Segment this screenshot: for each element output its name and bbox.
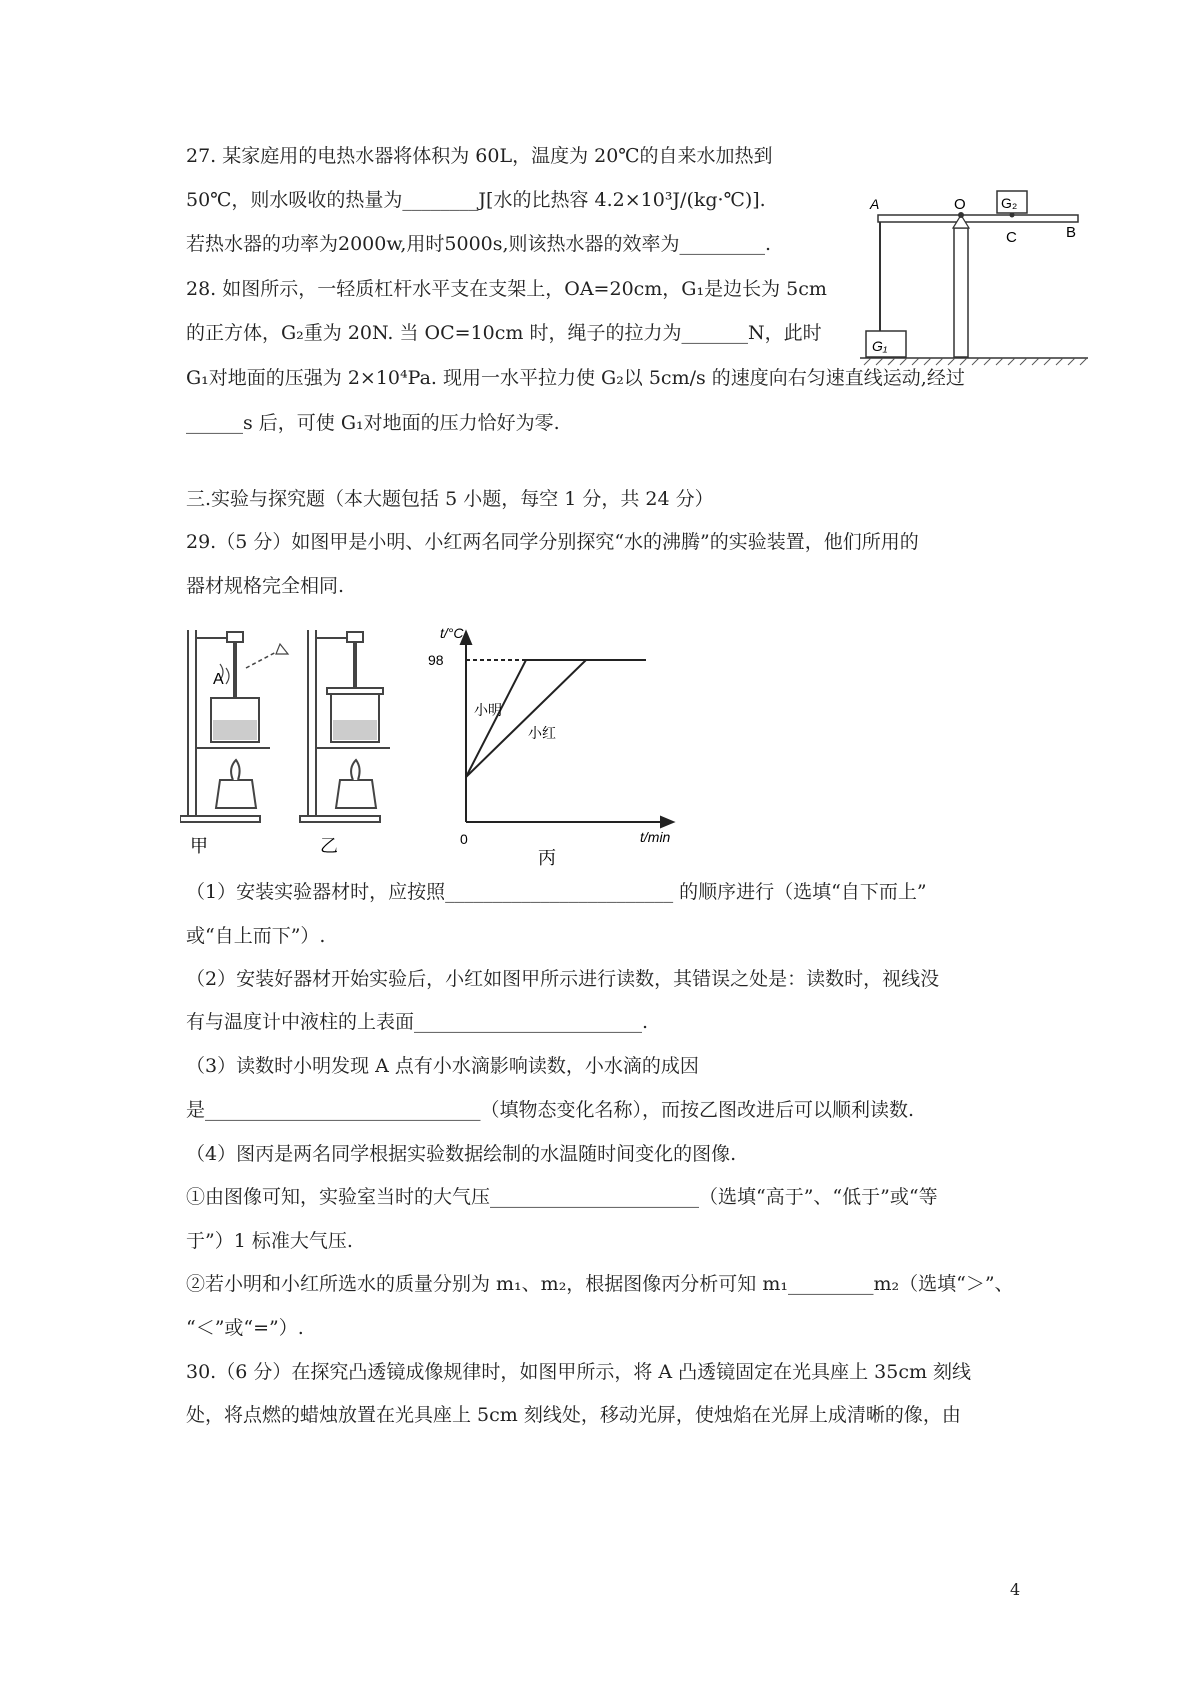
q29-sub1-line-2: 或“自上而下”）.: [186, 925, 326, 947]
q28-line-2: 的正方体，G₂重为 20N. 当 OC=10cm 时，绳子的拉力为_______N，此时: [186, 322, 822, 344]
g1-label: G₁: [872, 338, 888, 354]
label-a: A: [870, 196, 880, 212]
q29-sub2-line-1: （2）安装好器材开始实验后，小红如图甲所示进行读数，其错误之处是：读数时，视线没: [186, 968, 940, 990]
q27-line-2: 50℃，则水吸收的热量为________J[水的比热容 4.2×10³J/(kg·℃)].: [186, 189, 766, 211]
c-dot: [1010, 213, 1015, 218]
q29-sub4a-line-1: ①由图像可知，实验室当时的大气压______________________（选填“高于”、“低于”或“等: [186, 1186, 938, 1208]
q28-line-1: 28. 如图所示，一轻质杠杆水平支在支架上，OA=20cm，G₁是边长为 5cm: [186, 278, 827, 300]
caption-yi: 乙: [320, 836, 338, 856]
g2-label: G₂: [1001, 195, 1018, 211]
apparatus-figures: [180, 620, 420, 870]
q29-sub4b-line-1: ②若小明和小红所选水的质量分别为 m₁、m₂，根据图像丙分析可知 m₁_________m₂（选填“＞”、: [186, 1273, 1014, 1295]
q30-line-1: 30.（6 分）在探究凸透镜成像规律时，如图甲所示，将 A 凸透镜固定在光具座上 35cm 刻线: [186, 1361, 972, 1383]
apparatus-label-a: A: [213, 671, 224, 688]
lever-figure: [860, 185, 1090, 385]
q29-line-1: 29.（5 分）如图甲是小明、小红两名同学分别探究“水的沸腾”的实验装置，他们所用的: [186, 531, 919, 553]
origin-label: 0: [460, 831, 468, 847]
page-number: 4: [1010, 1580, 1021, 1599]
section-3-title: 三.实验与探究题（本大题包括 5 小题，每空 1 分，共 24 分）: [186, 488, 714, 510]
temperature-time-chart: [420, 612, 690, 872]
apparatus-yi: [300, 630, 390, 822]
lever-bar: [878, 215, 1078, 222]
q29-sub4-line-1: （4）图丙是两名同学根据实验数据绘制的水温随时间变化的图像.: [186, 1143, 737, 1165]
x-axis-label: t/min: [640, 829, 671, 845]
label-b: B: [1066, 224, 1077, 241]
label-o: O: [954, 196, 966, 213]
chart-axes: [461, 632, 673, 827]
support-post: [954, 228, 968, 357]
q28-line-4: ______s 后，可使 G₁对地面的压力恰好为零.: [186, 412, 560, 434]
ground-hatching: [864, 358, 1087, 365]
series-line-xiaoming: [466, 660, 646, 777]
q29-sub3-line-1: （3）读数时小明发现 A 点有小水滴影响读数，小水滴的成因: [186, 1055, 699, 1077]
q29-sub3-line-2: 是_____________________________（填物态变化名称），而按乙图改进后可以顺利读数.: [186, 1099, 915, 1121]
q27-line-1: 27. 某家庭用的电热水器将体积为 60L，温度为 20℃的自来水加热到: [186, 145, 773, 167]
caption-jia: 甲: [190, 836, 208, 856]
series-line-xiaohong: [466, 660, 646, 777]
q27-line-3: 若热水器的功率为2000w,用时5000s,则该热水器的效率为_________.: [186, 233, 772, 255]
series-label-xiaohong: 小红: [528, 725, 556, 741]
series-label-xiaoming: 小明: [474, 702, 502, 718]
caption-bing: 丙: [538, 848, 556, 868]
y-axis-label: t/°C: [440, 625, 464, 641]
q29-sub1-line-1: （1）安装实验器材时，应按照________________________ 的顺序进行（选填“自下而上”: [186, 881, 927, 903]
y-tick-98: 98: [428, 652, 444, 668]
label-c: C: [1006, 229, 1017, 246]
q29-line-2: 器材规格完全相同.: [186, 575, 345, 597]
q29-sub2-line-2: 有与温度计中液柱的上表面________________________.: [186, 1011, 649, 1033]
q28-line-3: G₁对地面的压强为 2×10⁴Pa. 现用一水平拉力使 G₂以 5cm/s 的速度向右匀速直线运动,经过: [186, 367, 965, 389]
q29-sub4b-line-2: “＜”或“=”）.: [186, 1317, 304, 1339]
apparatus-jia: [180, 630, 288, 822]
q29-sub4a-line-2: 于”）1 标准大气压.: [186, 1230, 353, 1252]
q30-line-2: 处，将点燃的蜡烛放置在光具座上 5cm 刻线处，移动光屏，使烛焰在光屏上成清晰的像，由: [186, 1404, 961, 1426]
